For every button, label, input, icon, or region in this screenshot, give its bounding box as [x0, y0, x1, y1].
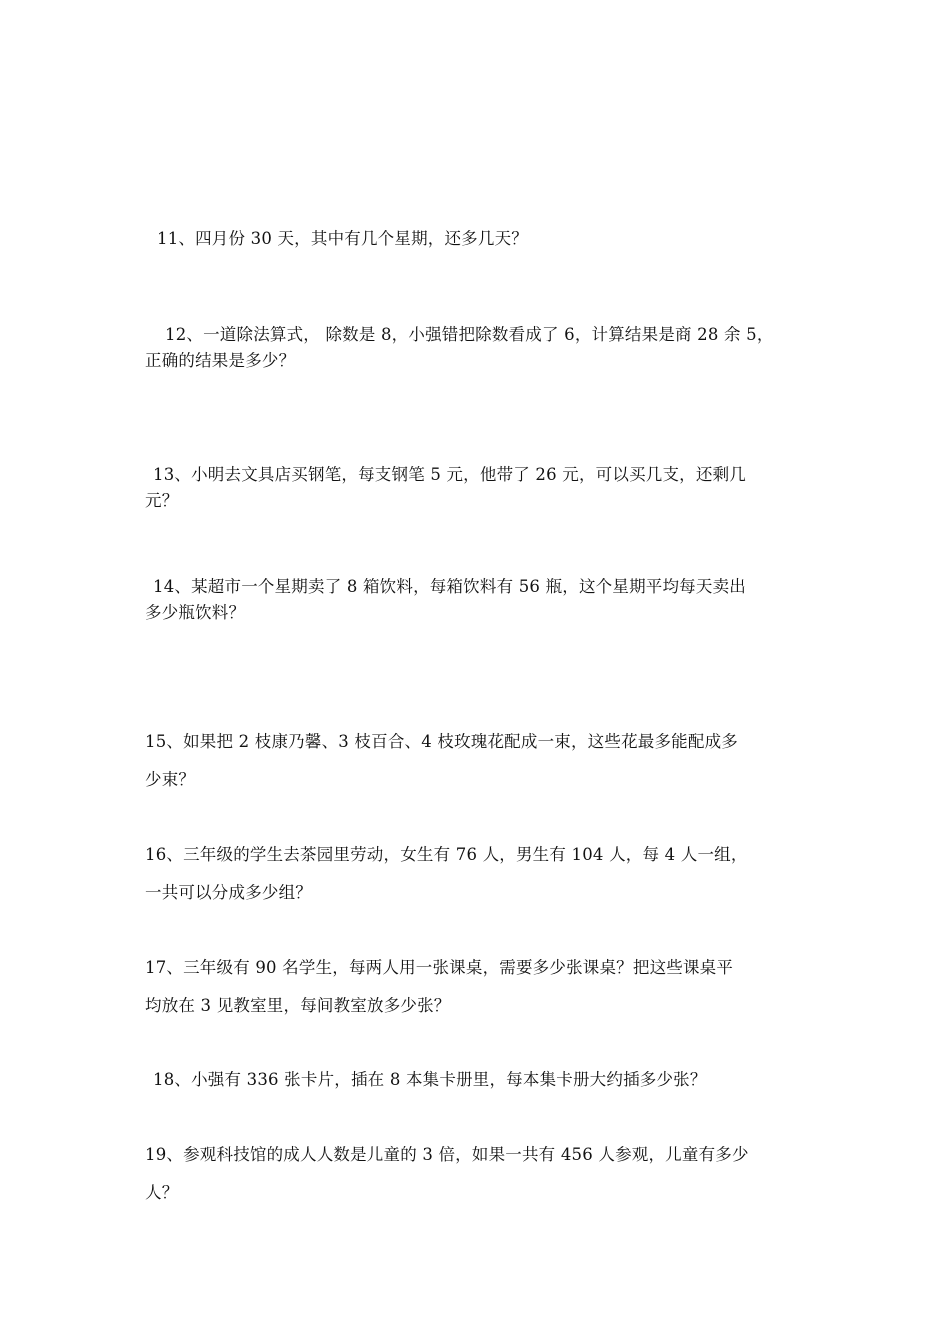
question-16-line-1: 16、三年级的学生去茶园里劳动，女生有 76 人，男生有 104 人，每 4 人一组， — [145, 845, 748, 864]
question-15-line-1: 15、如果把 2 枝康乃馨、3 枝百合、4 枝玫瑰花配成一束，这些花最多能配成多 — [145, 732, 738, 751]
question-12-line-1: 12、一道除法算式， 除数是 8，小强错把除数看成了 6，计算结果是商 28 余 5， — [165, 325, 774, 344]
question-19 — [145, 1142, 815, 1206]
question-16 — [145, 842, 815, 906]
question-13 — [145, 462, 815, 514]
question-15-line-2: 少束？ — [145, 770, 196, 789]
question-15 — [145, 729, 815, 793]
question-19-line-2: 人？ — [145, 1183, 179, 1202]
question-13-line-2: 元？ — [145, 491, 179, 510]
question-17-line-1: 17、三年级有 90 名学生，每两人用一张课桌，需要多少张课桌？把这些课桌平 — [145, 958, 734, 977]
question-16-line-2: 一共可以分成多少组？ — [145, 883, 312, 902]
question-14-line-2: 多少瓶饮料？ — [145, 603, 246, 622]
question-12 — [145, 322, 815, 374]
question-11-line-1: 11、四月份 30 天，其中有几个星期，还多几天？ — [157, 229, 528, 248]
question-14-line-1: 14、某超市一个星期卖了 8 箱饮料，每箱饮料有 56 瓶，这个星期平均每天卖出 — [153, 577, 746, 596]
question-18-line-1: 18、小强有 336 张卡片，插在 8 本集卡册里，每本集卡册大约插多少张？ — [153, 1070, 707, 1089]
question-17-line-2: 均放在 3 见教室里，每间教室放多少张？ — [145, 996, 451, 1015]
question-11 — [145, 226, 815, 252]
question-17 — [145, 955, 815, 1019]
question-13-line-1: 13、小明去文具店买钢笔，每支钢笔 5 元，他带了 26 元，可以买几支，还剩几 — [153, 465, 746, 484]
question-19-line-1: 19、参观科技馆的成人人数是儿童的 3 倍，如果一共有 456 人参观，儿童有多少 — [145, 1145, 749, 1164]
question-12-line-2: 正确的结果是多少？ — [145, 351, 296, 370]
question-18 — [145, 1067, 815, 1093]
question-14 — [145, 574, 815, 626]
